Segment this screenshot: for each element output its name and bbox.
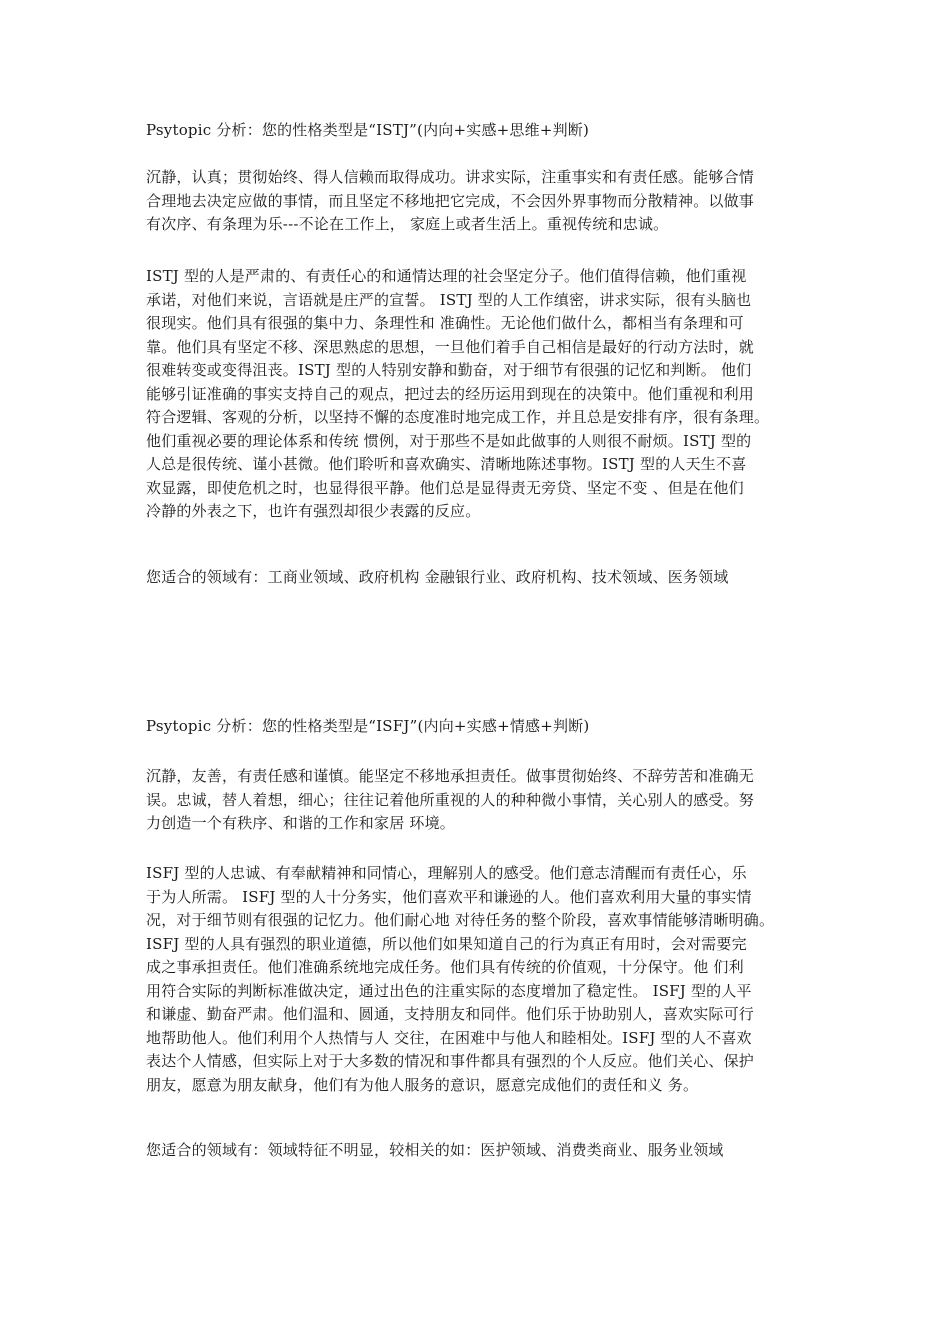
text-line: 和谦虚、勤奋严肃。他们温和、圆通，支持朋友和同伴。他们乐于协助别人，喜欢实际可行 [146,1005,755,1023]
istj-summary-paragraph [146,166,754,237]
text-line: 沉静，友善，有责任感和谨慎。能坚定不移地承担责任。做事贯彻始终、不辞劳苦和准确无 [146,767,755,785]
istj-description-paragraph [146,265,769,524]
text-line: 表达个人情感，但实际上对于大多数的情况和事件都具有强烈的个人反应。他们关心、保护 [146,1052,755,1070]
istj-suitable-fields: 您适合的领域有：工商业领域、政府机构 金融银行业、政府机构、技术领域、医务领域 [146,568,729,586]
text-line: 况，对于细节则有很强的记忆力。他们耐心地 对待任务的整个阶段，喜欢事情能够清晰明确。 [146,911,775,929]
text-line: 用符合实际的判断标准做决定，通过出色的注重实际的态度增加了稳定性。 ISFJ 型的人平 [146,981,752,1000]
text-line: 于为人所需。 ISFJ 型的人十分务实，他们喜欢平和谦逊的人。他们喜欢利用大量的事实情 [146,887,752,906]
text-line: 地帮助他人。他们利用个人热情与人 交往，在困难中与他人和睦相处。ISFJ 型的人不喜欢 [146,1028,752,1047]
istj-heading: Psytopic 分析：您的性格类型是“ISTJ”(内向+实感+思维+判断) [146,121,590,139]
text-line: 力创造一个有秩序、和谐的工作和家居 环境。 [146,814,455,832]
isfj-description-paragraph [146,862,774,1097]
text-line: 人总是很传统、谨小甚微。他们聆听和喜欢确实、清晰地陈述事物。ISTJ 型的人天生不喜 [146,455,747,473]
isfj-heading: Psytopic 分析：您的性格类型是“ISFJ”(内向+实感+情感+判断) [146,717,590,735]
text-line: 有次序、有条理为乐---不论在工作上， 家庭上或者生活上。重视传统和忠诚。 [146,215,669,233]
text-line: ISFJ 型的人忠诚、有奉献精神和同情心，理解别人的感受。他们意志清醒而有责任心，乐 [146,864,747,882]
text-line: ISFJ 型的人具有强烈的职业道德，所以他们如果知道自己的行为真正有用时，会对需要完 [146,934,747,953]
text-line: 能够引证准确的事实支持自己的观点，把过去的经历运用到现在的决策中。他们重视和利用 [146,384,755,403]
text-line: 很现实。他们具有很强的集中力、条理性和 准确性。无论他们做什么，都相当有条理和可 [146,314,744,332]
text-line: ISTJ 型的人是严肃的、有责任心的和通情达理的社会坚定分子。他们值得信赖，他们重视 [146,267,747,285]
text-line: 符合逻辑、客观的分析，以坚持不懈的态度准时地完成工作，并且总是安排有序，很有条理。 [146,408,770,426]
text-line: 误。忠诚，替人着想，细心；往往记着他所重视的人的种种微小事情，关心别人的感受。努 [146,790,755,809]
isfj-summary-paragraph [146,765,754,836]
text-line: 靠。他们具有坚定不移、深思熟虑的思想，一旦他们着手自己相信是最好的行动方法时，就 [146,337,755,356]
text-line: 承诺，对他们来说，言语就是庄严的宣誓。 ISTJ 型的人工作缜密，讲求实际，很有头脑也 [146,290,752,309]
isfj-suitable-fields: 您适合的领域有：领域特征不明显，较相关的如：医护领域、消费类商业、服务业领域 [146,1141,724,1159]
text-line: 沉静，认真；贯彻始终、得人信赖而取得成功。讲求实际，注重事实和有责任感。能够合情 [146,168,755,186]
text-line: 成之事承担责任。他们准确系统地完成任务。他们具有传统的价值观，十分保守。他 们利 [146,958,744,976]
text-line: 很难转变或变得沮丧。ISTJ 型的人特别安静和勤奋，对于细节有很强的记忆和判断。 他们 [146,361,752,379]
text-line: 欢显露，即使危机之时，也显得很平静。他们总是显得责无旁贷、坚定不变 、但是在他们 [146,478,744,497]
text-line: 他们重视必要的理论体系和传统 惯例，对于那些不是如此做事的人则很不耐烦。ISTJ 型的 [146,431,752,450]
text-line: 合理地去决定应做的事情，而且坚定不移地把它完成，不会因外界事物而分散精神。以做事 [146,191,755,210]
text-line: 朋友，愿意为朋友献身，他们有为他人服务的意识，愿意完成他们的责任和义 务。 [146,1075,699,1094]
text-line: 冷静的外表之下，也许有强烈却很少表露的反应。 [146,502,481,520]
